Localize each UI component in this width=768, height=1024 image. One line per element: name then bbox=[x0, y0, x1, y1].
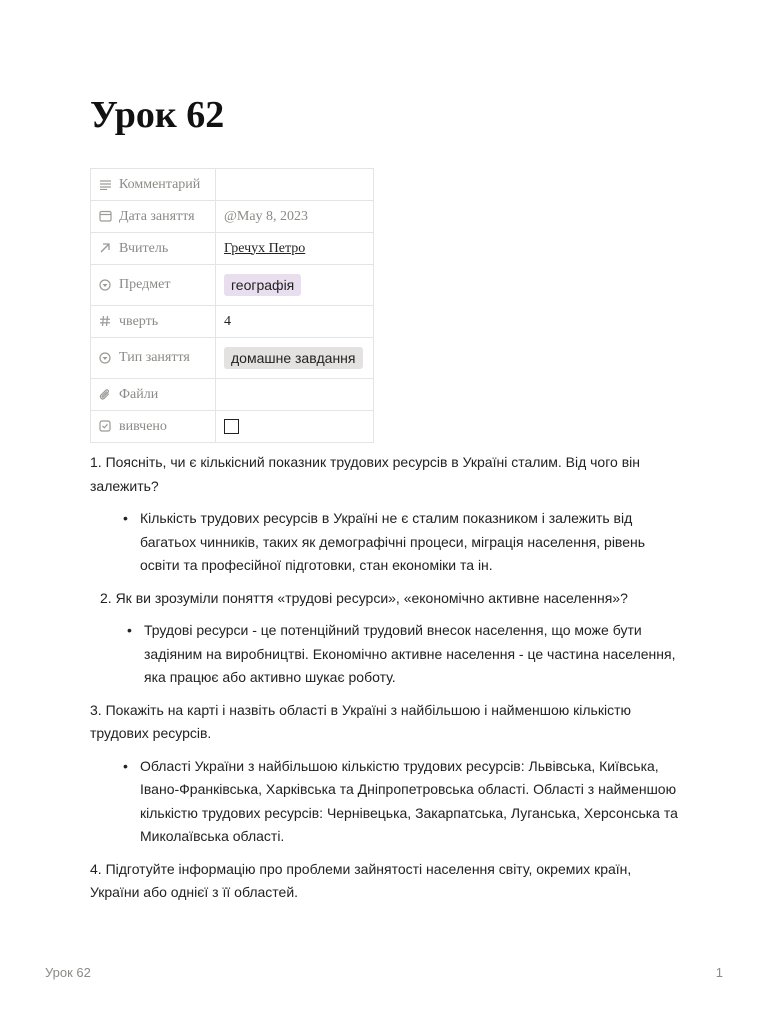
page-title: Урок 62 bbox=[90, 94, 225, 136]
property-row-teacher bbox=[91, 233, 374, 265]
paperclip-icon bbox=[99, 388, 113, 401]
answer-list-2 bbox=[90, 619, 676, 690]
arrow-up-right-icon bbox=[99, 242, 113, 254]
checkbox-icon bbox=[99, 420, 113, 432]
quarter-value[interactable]: 4 bbox=[216, 306, 374, 338]
question-4: 4. Підготуйте інформацію про проблеми зайнятості населення світу, окремих країн, України або однієї з її областей. bbox=[90, 860, 632, 900]
question-1: 1. Поясніть, чи є кількісний показник трудових ресурсів в Україні сталим. Від чого він залежить? bbox=[90, 454, 640, 494]
property-label: Дата заняття bbox=[119, 208, 195, 224]
answer-list-3 bbox=[90, 755, 682, 849]
date-value[interactable]: @May 8, 2023 bbox=[224, 208, 309, 224]
footer-title: Урок 62 bbox=[45, 965, 91, 980]
select-icon bbox=[99, 352, 113, 364]
subject-tag[interactable]: географія bbox=[224, 274, 301, 296]
hash-icon bbox=[99, 315, 113, 327]
property-row-subject bbox=[91, 265, 374, 306]
calendar-icon bbox=[99, 210, 113, 222]
property-label: Предмет bbox=[119, 277, 171, 292]
question-3: 3. Покажіть на карті і назвіть області в Україні з найбільшою і найменшою кількістю трудових ресурсів. bbox=[90, 701, 631, 741]
select-icon bbox=[99, 279, 113, 291]
property-label: Тип заняття bbox=[119, 350, 190, 365]
property-row-files bbox=[91, 379, 374, 411]
property-row-quarter bbox=[91, 306, 374, 338]
property-label: чверть bbox=[119, 313, 159, 329]
answer-list-1 bbox=[90, 507, 677, 578]
files-value[interactable] bbox=[216, 379, 374, 411]
answer-3: • Області України з найбільшою кількістю трудових ресурсів: Львівська, Київська, Івано-Франківська, Харківська та Дніпропетровська області. Області з найменшою кількістю трудових ресурсів: Чернівецька, Закарпатська, Луганська, Херсонська та Миколаївська області. bbox=[140, 755, 682, 849]
studied-checkbox[interactable] bbox=[224, 419, 239, 434]
property-label: Комментарий bbox=[119, 176, 201, 192]
properties-table bbox=[90, 168, 374, 443]
lesson-type-tag[interactable]: домашне завдання bbox=[224, 347, 363, 369]
answer-2: • Трудові ресурси - це потенційний трудовий внесок населення, що може бути задіяним на виробництві. Економічно активне населення - це частина населення, яка працює або активно шукає роботу. bbox=[144, 619, 676, 690]
property-row-date bbox=[91, 201, 374, 233]
teacher-link[interactable]: Гречух Петро bbox=[224, 240, 306, 256]
property-row-lesson-type bbox=[91, 338, 374, 379]
property-label: вивчено bbox=[119, 418, 167, 434]
property-label: Вчитель bbox=[119, 240, 169, 256]
property-row-comment bbox=[91, 169, 374, 201]
property-label: Файли bbox=[119, 386, 159, 402]
lesson-content bbox=[90, 451, 682, 905]
question-2: 2. Як ви зрозуміли поняття «трудові ресурси», «економічно активне населення»? bbox=[100, 589, 628, 606]
footer-page-number: 1 bbox=[715, 965, 723, 980]
property-row-studied bbox=[91, 411, 374, 443]
answer-1: • Кількість трудових ресурсів в Україні не є сталим показником і залежить від багатьох чинників, таких як демографічні процеси, міграція населення, рівень освіти та професійної підготовки, стан економіки та ін. bbox=[140, 507, 677, 578]
property-value-comment[interactable] bbox=[216, 169, 374, 201]
text-lines-icon bbox=[99, 179, 113, 190]
